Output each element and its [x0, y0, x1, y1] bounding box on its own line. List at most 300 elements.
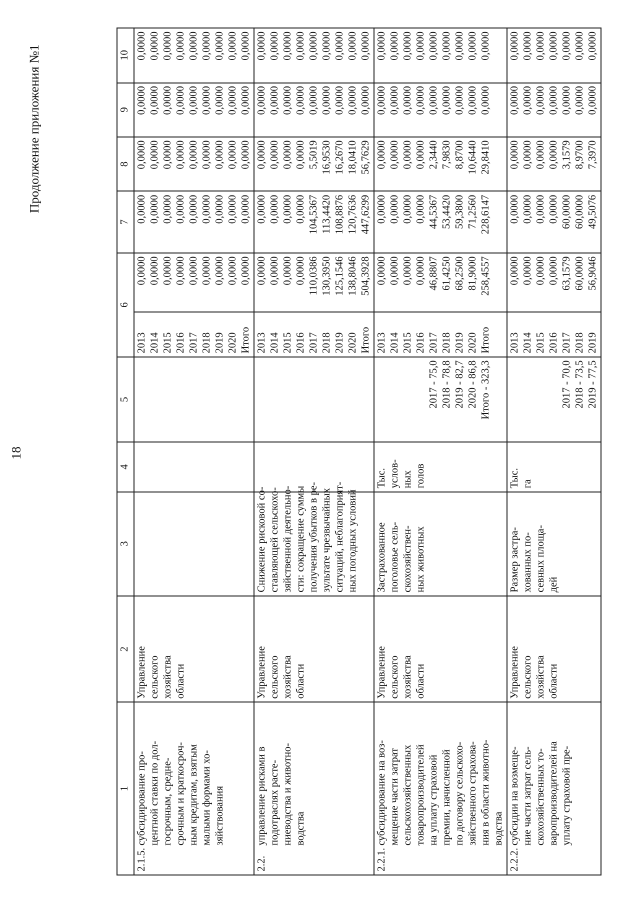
value-cell-c9-line: 0,0000 [201, 85, 212, 115]
value-cell-c9-line: 0,0000 [240, 85, 251, 115]
value-cell-c9-line: 0,0000 [162, 85, 173, 115]
value-cell-c10 [134, 28, 254, 83]
value-cell-c6-line: 0,0000 [227, 255, 238, 285]
year-cell-line: 2013 [509, 331, 520, 353]
measure-name-line: водства [295, 811, 306, 845]
value-cell-c7-line: 113,4420 [321, 194, 332, 234]
executor-cell [254, 595, 374, 701]
value-cell-c6-line: 0,0000 [522, 255, 533, 285]
value-cell-c8-line: 8,9700 [574, 139, 585, 169]
value-cell-c7-line: 0,0000 [295, 194, 306, 224]
indicator-cell-line: зультате чрезвычайных [321, 487, 332, 592]
year-cell [134, 311, 254, 356]
plan-cell [374, 356, 507, 441]
value-cell-c9 [507, 82, 601, 136]
value-cell-c10-line: 0,0000 [321, 31, 332, 60]
continuation-title: Продолжение приложения №1 [26, 44, 41, 213]
value-cell-c10-line: 0,0000 [441, 31, 452, 60]
measure-code: 2.2.2. [509, 847, 520, 871]
value-cell-c7-line: 0,0000 [227, 194, 238, 224]
value-cell-c8-line: 8,8700 [454, 139, 465, 169]
value-cell-c9-line: 0,0000 [402, 85, 413, 115]
value-cell-c10-line: 0,0000 [347, 31, 358, 60]
year-cell-line: 2017 [188, 331, 199, 353]
measure-name-line: уплату страховой пре- [561, 745, 572, 845]
executor-cell-line: хозяйства [282, 654, 293, 699]
plan-line: 2019 - 82,7 [454, 359, 465, 409]
value-cell-c8-line: 0,0000 [149, 139, 160, 169]
value-cell-c6-line: 0,0000 [402, 255, 413, 285]
value-cell-c9-line: 0,0000 [321, 85, 332, 115]
value-cell-c8-line: 7,3970 [587, 139, 598, 169]
value-cell-c6 [254, 252, 374, 311]
value-cell-c6-line: 0,0000 [214, 255, 225, 285]
value-cell-c9-line: 0,0000 [415, 85, 426, 115]
value-cell-c6-line: 0,0000 [162, 255, 173, 285]
executor-cell [134, 595, 254, 701]
value-cell-c7-line: 0,0000 [402, 194, 413, 224]
executor-cell-line: сельского [522, 655, 533, 699]
value-cell-c10-line: 0,0000 [214, 31, 225, 60]
value-cell-c10-line: 0,0000 [201, 31, 212, 60]
measure-name-line: ниеводства и животно- [282, 742, 293, 845]
measure-name-line: подотраслях расте- [269, 759, 280, 845]
value-cell-c6-line: 0,0000 [282, 255, 293, 285]
indicator-cell-line: поголовье сель- [389, 521, 400, 592]
value-cell-c7 [374, 191, 507, 253]
unit-cell-line: Тыс. [376, 467, 387, 488]
executor-cell-line: области [295, 663, 306, 699]
year-cell-line: Итого [480, 326, 491, 353]
value-cell-c9-line: 0,0000 [214, 85, 225, 115]
unit-cell-line: ных [402, 469, 413, 488]
indicator-cell-line: получения убытков в ре- [308, 481, 319, 592]
year-cell [374, 311, 507, 356]
measure-cell [507, 702, 601, 875]
value-cell-c10-line: 0,0000 [308, 31, 319, 60]
value-cell-c10-line: 0,0000 [227, 31, 238, 60]
column-header-10: 10 [117, 28, 134, 83]
value-cell-c9-line: 0,0000 [227, 85, 238, 115]
year-cell-line: 2014 [522, 331, 533, 353]
column-header-1: 1 [117, 702, 134, 875]
measure-name-line: управление рисками в [256, 745, 267, 845]
value-cell-c8-line: 0,0000 [227, 139, 238, 169]
indicator-cell-line: ных погодных условий [347, 488, 358, 592]
value-cell-c6-line: 0,0000 [389, 255, 400, 285]
table-row [134, 28, 254, 875]
unit-cell-line: голов [415, 463, 426, 488]
value-cell-c9-line: 0,0000 [509, 85, 520, 115]
value-cell-c9-line: 0,0000 [149, 85, 160, 115]
executor-cell-line: Управление [509, 645, 520, 699]
value-cell-c10-line: 0,0000 [574, 31, 585, 60]
value-cell-c6-line: 0,0000 [415, 255, 426, 285]
year-cell-line: 2016 [175, 331, 186, 353]
value-cell-c6-line: 258,4557 [480, 255, 491, 296]
value-cell-c10-line: 0,0000 [454, 31, 465, 60]
value-cell-c7-line: 0,0000 [548, 194, 559, 224]
value-cell-c9-line: 0,0000 [188, 85, 199, 115]
value-cell-c8-line: 0,0000 [535, 139, 546, 169]
value-cell-c9-line: 0,0000 [389, 85, 400, 115]
value-cell-c8-line: 0,0000 [402, 139, 413, 169]
indicator-cell-line: Застрахованное [376, 521, 387, 592]
value-cell-c6-line: 56,9046 [587, 255, 598, 290]
indicator-cell [134, 491, 254, 595]
plan-spacer [375, 360, 388, 438]
value-cell-c10-line: 0,0000 [188, 31, 199, 60]
value-cell-c10-line: 0,0000 [535, 31, 546, 60]
value-cell-c8-line: 29,8410 [480, 139, 491, 175]
value-cell-c9-line: 0,0000 [295, 85, 306, 115]
value-cell-c7-line: 71,2560 [467, 194, 478, 229]
measure-name-line: водства [493, 811, 504, 845]
value-cell-c8-line: 0,0000 [522, 139, 533, 169]
executor-cell-line: области [175, 663, 186, 699]
value-cell-c6-line: 0,0000 [535, 255, 546, 285]
value-cell-c9-line: 0,0000 [548, 85, 559, 115]
year-cell-line: 2019 [454, 331, 465, 353]
measure-name-line: зяйственного страхова- [467, 740, 478, 845]
value-cell-c7-line: 0,0000 [149, 194, 160, 224]
column-header-5: 5 [117, 356, 134, 441]
table-row [507, 28, 601, 875]
value-cell-c6-line: 110,0386 [308, 255, 319, 295]
plan-spacer [547, 360, 560, 438]
value-cell-c8-line: 0,0000 [282, 139, 293, 169]
value-cell-c10-line: 0,0000 [467, 31, 478, 60]
value-cell-c9-line: 0,0000 [587, 85, 598, 115]
year-cell-line: 2013 [256, 331, 267, 353]
value-cell-c7-line: 0,0000 [256, 194, 267, 224]
table-body [134, 28, 601, 875]
value-cell-c6-line: 504,3928 [360, 255, 371, 296]
value-cell-c6-line: 125,1546 [334, 255, 345, 296]
plan-line: 2017 - 70,0 [561, 359, 572, 409]
value-cell-c10-line: 0,0000 [149, 31, 160, 60]
unit-cell [134, 442, 254, 492]
indicator-cell-line: ситуаций, неблагоприят- [334, 481, 345, 592]
value-cell-c9-line: 0,0000 [334, 85, 345, 115]
plan-spacer [521, 360, 534, 438]
value-cell-c10-line: 0,0000 [389, 31, 400, 60]
year-cell-line: 2015 [402, 331, 413, 353]
table-row [254, 28, 374, 875]
value-cell-c7-line: 53,4420 [441, 194, 452, 229]
table-row [374, 28, 507, 875]
value-cell-c8-line: 16,2670 [334, 139, 345, 175]
value-cell-c9-line: 0,0000 [175, 85, 186, 115]
value-cell-c8-line: 0,0000 [256, 139, 267, 169]
year-cell-line: 2014 [269, 331, 280, 353]
value-cell-c10-line: 0,0000 [269, 31, 280, 60]
indicator-cell-line: Снижение рисковой со- [256, 486, 267, 592]
value-cell-c9-line: 0,0000 [428, 85, 439, 115]
value-cell-c8-line: 10,6440 [467, 139, 478, 175]
value-cell-c9-line: 0,0000 [376, 85, 387, 115]
value-cell-c7-line: 0,0000 [282, 194, 293, 224]
measure-name-line: сельскохозяйственных [402, 744, 413, 845]
value-cell-c7-line: 108,8876 [334, 194, 345, 234]
year-cell-line: 2015 [282, 331, 293, 353]
value-cell-c10 [374, 28, 507, 83]
value-cell-c10-line: 0,0000 [415, 31, 426, 60]
value-cell-c8-line: 0,0000 [389, 139, 400, 169]
year-cell-line: 2017 [428, 331, 439, 353]
value-cell-c8-line: 0,0000 [201, 139, 212, 169]
value-cell-c10-line: 0,0000 [561, 31, 572, 60]
executor-cell-line: Управление [136, 645, 147, 699]
year-cell-line: 2017 [308, 331, 319, 353]
year-cell-line: 2020 [467, 331, 478, 353]
value-cell-c6-line: 46,8807 [428, 255, 439, 290]
plan-spacer [414, 360, 427, 438]
plan-spacer [534, 360, 547, 438]
value-cell-c6-line: 0,0000 [188, 255, 199, 285]
indicator-cell-line: севных площа- [535, 524, 546, 592]
value-cell-c7 [134, 191, 254, 253]
executor-cell-line: Управление [256, 645, 267, 699]
measure-cell [254, 702, 374, 875]
value-cell-c6-line: 63,1579 [561, 255, 572, 290]
year-cell-line: 2016 [548, 331, 559, 353]
column-header-7: 7 [117, 191, 134, 253]
value-cell-c7-line: 0,0000 [415, 194, 426, 224]
value-cell-c6 [374, 252, 507, 311]
value-cell-c8-line: 18,0410 [347, 139, 358, 175]
value-cell-c7-line: 104,5367 [308, 194, 319, 234]
value-cell-c7-line: 447,6299 [360, 194, 371, 234]
value-cell-c8 [507, 136, 601, 190]
value-cell-c6-line: 81,9000 [467, 255, 478, 290]
unit-cell [507, 442, 601, 492]
indicator-cell-line: ставляющей сельскохо- [269, 486, 280, 592]
measure-name-line: на уплату страховой [428, 754, 439, 845]
value-cell-c7-line: 44,5367 [428, 194, 439, 229]
plan-spacer [388, 360, 401, 438]
executor-cell-line: области [415, 663, 426, 699]
measure-cell [374, 702, 507, 875]
indicator-cell-line: сти: сокращение суммы [295, 485, 306, 592]
year-cell-line: 2018 [201, 331, 212, 353]
year-cell-line: 2016 [295, 331, 306, 353]
value-cell-c6-line: 68,2500 [454, 255, 465, 290]
value-cell-c8-line: 0,0000 [214, 139, 225, 169]
measure-code: 2.1.5. [136, 847, 147, 871]
measure-name-line: товаропроизводителей [415, 743, 426, 845]
value-cell-c6-line: 0,0000 [509, 255, 520, 285]
value-cell-c8-line: 0,0000 [415, 139, 426, 169]
value-cell-c8-line: 0,0000 [295, 139, 306, 169]
measure-code: 2.2. [256, 855, 267, 871]
value-cell-c8-line: 0,0000 [175, 139, 186, 169]
value-cell-c7-line: 228,6147 [480, 194, 491, 234]
value-cell-c6-line: 138,8046 [347, 255, 358, 296]
value-cell-c9-line: 0,0000 [574, 85, 585, 115]
measure-name-line: центной ставки по дол- [149, 740, 160, 845]
unit-cell-line: га [522, 478, 533, 488]
value-cell-c8-line: 7,9830 [441, 139, 452, 169]
page-number: 18 [8, 446, 23, 459]
value-cell-c8 [254, 136, 374, 190]
value-cell-c10 [507, 28, 601, 83]
value-cell-c10 [254, 28, 374, 83]
year-cell [507, 311, 601, 356]
year-cell-line: 2020 [347, 331, 358, 353]
column-header-6: 6 [117, 252, 134, 356]
year-cell-line: 2016 [415, 331, 426, 353]
value-cell-c7 [254, 191, 374, 253]
value-cell-c7-line: 0,0000 [376, 194, 387, 224]
measure-name-line: ным кредитам, взятым [188, 743, 199, 845]
measure-cell [134, 702, 254, 875]
value-cell-c8-line: 3,1579 [561, 139, 572, 169]
value-cell-c9-line: 0,0000 [136, 85, 147, 115]
value-cell-c8-line: 2,3440 [428, 139, 439, 169]
value-cell-c9 [374, 82, 507, 136]
value-cell-c6-line: 0,0000 [201, 255, 212, 285]
value-cell-c7-line: 60,0000 [574, 194, 585, 229]
plan-line: 2017 - 75,0 [428, 359, 439, 409]
value-cell-c8-line: 5,5019 [308, 139, 319, 169]
value-cell-c7-line: 0,0000 [389, 194, 400, 224]
indicator-cell-line: скохозяйствен- [402, 525, 413, 592]
value-cell-c10-line: 0,0000 [282, 31, 293, 60]
year-cell-line: 2015 [535, 331, 546, 353]
year-cell-line: 2018 [441, 331, 452, 353]
value-cell-c9-line: 0,0000 [360, 85, 371, 115]
measure-name-line: мещение части затрат [389, 747, 400, 845]
measure-name-line: зяйствования [214, 785, 225, 845]
value-cell-c10-line: 0,0000 [256, 31, 267, 60]
value-cell-c6 [134, 252, 254, 311]
measure-name-line: субсидии на возмеще- [509, 745, 520, 845]
table-header-row [117, 28, 134, 875]
value-cell-c10-line: 0,0000 [402, 31, 413, 60]
measure-name-line: ния в области животно- [480, 739, 491, 845]
value-cell-c9-line: 0,0000 [535, 85, 546, 115]
value-cell-c9-line: 0,0000 [522, 85, 533, 115]
indicator-cell-line: дей [548, 576, 559, 592]
value-cell-c7-line: 0,0000 [509, 194, 520, 224]
indicator-cell [507, 491, 601, 595]
value-cell-c9-line: 0,0000 [308, 85, 319, 115]
executor-cell-line: хозяйства [162, 654, 173, 699]
column-header-8: 8 [117, 136, 134, 190]
value-cell-c7-line: 0,0000 [522, 194, 533, 224]
year-cell-line: 2015 [162, 331, 173, 353]
year-cell-line: 2013 [376, 331, 387, 353]
value-cell-c6-line: 0,0000 [295, 255, 306, 285]
value-cell-c9-line: 0,0000 [347, 85, 358, 115]
plan-line: Итого - 323,3 [480, 359, 491, 419]
year-cell-line: 2018 [574, 331, 585, 353]
value-cell-c6-line: 0,0000 [376, 255, 387, 285]
value-cell-c9-line: 0,0000 [441, 85, 452, 115]
executor-cell-line: области [548, 663, 559, 699]
executor-cell [507, 595, 601, 701]
value-cell-c8-line: 0,0000 [188, 139, 199, 169]
year-cell-line: 2019 [214, 331, 225, 353]
value-cell-c10-line: 0,0000 [175, 31, 186, 60]
value-cell-c9-line: 0,0000 [561, 85, 572, 115]
measure-name-line: скохозяйственных то- [535, 747, 546, 845]
value-cell-c7-line: 0,0000 [188, 194, 199, 224]
value-cell-c10-line: 0,0000 [428, 31, 439, 60]
plan-spacer [401, 360, 414, 438]
value-cell-c7-line: 0,0000 [136, 194, 147, 224]
year-cell-line: 2014 [149, 331, 160, 353]
indicator-cell-line: Размер застра- [509, 526, 520, 592]
value-cell-c10-line: 0,0000 [240, 31, 251, 60]
value-cell-c6-line: 0,0000 [548, 255, 559, 285]
column-header-4: 4 [117, 442, 134, 492]
plan-spacer [508, 360, 521, 438]
indicator-cell [254, 481, 374, 595]
year-cell-line: 2020 [227, 331, 238, 353]
value-cell-c7-line: 0,0000 [214, 194, 225, 224]
column-header-3: 3 [117, 491, 134, 595]
measure-code: 2.2.1. [376, 847, 387, 871]
indicator-cell [374, 491, 507, 595]
year-cell-line: 2014 [389, 331, 400, 353]
executor-cell-line: сельского [149, 655, 160, 699]
value-cell-c8 [134, 136, 254, 190]
value-cell-c7-line: 0,0000 [175, 194, 186, 224]
value-cell-c6-line: 0,0000 [175, 255, 186, 285]
value-cell-c9 [254, 82, 374, 136]
value-cell-c10-line: 0,0000 [522, 31, 533, 60]
value-cell-c6-line: 130,3950 [321, 255, 332, 296]
value-cell-c6-line: 0,0000 [256, 255, 267, 285]
value-cell-c9-line: 0,0000 [282, 85, 293, 115]
value-cell-c8-line: 0,0000 [162, 139, 173, 169]
column-header-2: 2 [117, 595, 134, 701]
value-cell-c9-line: 0,0000 [480, 85, 491, 115]
plan-line: 2018 - 78,8 [441, 359, 452, 409]
value-cell-c8-line: 0,0000 [376, 139, 387, 169]
value-cell-c10-line: 0,0000 [360, 31, 371, 60]
value-cell-c8-line: 0,0000 [136, 139, 147, 169]
value-cell-c8-line: 0,0000 [548, 139, 559, 169]
value-cell-c8-line: 16,9530 [321, 139, 332, 175]
year-cell-line: 2018 [321, 331, 332, 353]
value-cell-c7-line: 60,0000 [561, 194, 572, 229]
value-cell-c9-line: 0,0000 [269, 85, 280, 115]
measure-name-line: субсидирование на воз- [376, 739, 387, 845]
executor-cell-line: хозяйства [402, 654, 413, 699]
value-cell-c7-line: 0,0000 [201, 194, 212, 224]
value-cell-c7-line: 49,5076 [587, 194, 598, 229]
value-cell-c9 [134, 82, 254, 136]
value-cell-c10-line: 0,0000 [376, 31, 387, 60]
value-cell-c6-line: 0,0000 [269, 255, 280, 285]
value-cell-c6-line: 61,4250 [441, 255, 452, 290]
unit-cell [374, 442, 507, 492]
measure-name-line: госрочным, средне- [162, 757, 173, 845]
value-cell-c10-line: 0,0000 [480, 31, 491, 60]
value-cell-c8-line: 0,0000 [509, 139, 520, 169]
value-cell-c8 [374, 136, 507, 190]
value-cell-c9-line: 0,0000 [256, 85, 267, 115]
executor-cell [374, 595, 507, 701]
value-cell-c6 [507, 252, 601, 311]
year-cell-line: Итого [240, 326, 251, 353]
indicator-cell-line: зяйственной деятельно- [282, 485, 293, 592]
year-cell-line: 2017 [561, 331, 572, 353]
value-cell-c7-line: 0,0000 [535, 194, 546, 224]
